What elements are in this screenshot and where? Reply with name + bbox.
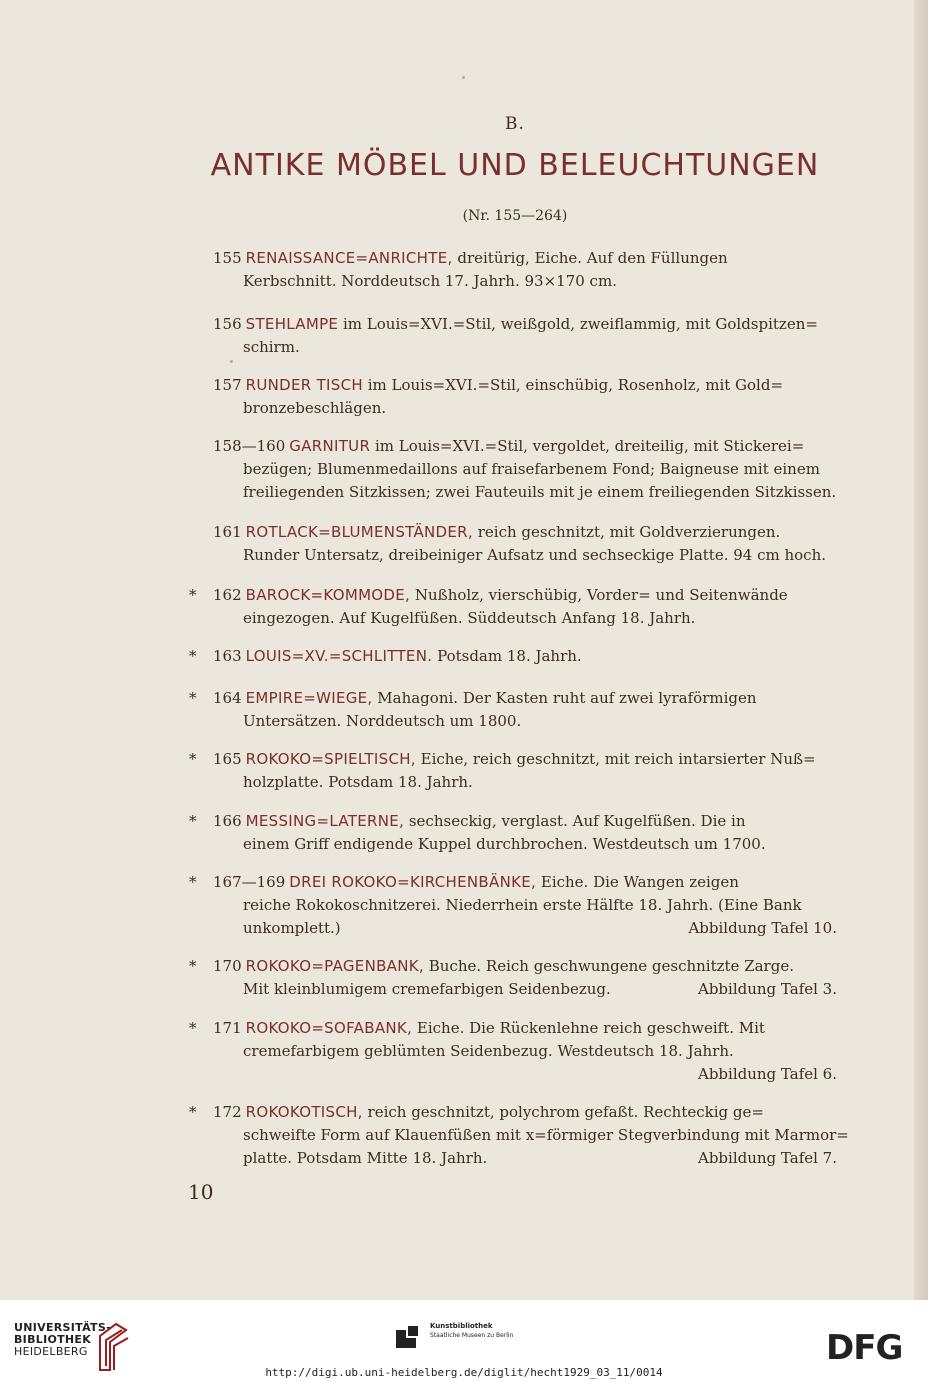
catalog-entry (189, 584, 837, 630)
catalog-entry (189, 810, 837, 856)
speck (230, 360, 233, 363)
lot-number: 158—160 (213, 437, 286, 455)
lot-description: reich geschnitzt, polychrom gefaßt. Rechteckig ge= (367, 1103, 764, 1121)
entry-first-line (213, 247, 837, 270)
library-logo-icon (96, 1322, 130, 1372)
lot-description: Mahagoni. Der Kasten ruht auf zwei lyraförmigen (377, 689, 757, 707)
lot-description: im Louis=XVI.=Stil, weißgold, zweiflammig, mit Goldspitzen= (343, 315, 818, 333)
entry-line: holzplatte. Potsdam 18. Jahrh. (243, 773, 473, 791)
lot-number: 172 (213, 1103, 242, 1121)
entry-line-with-reference (243, 917, 837, 940)
lot-name: BAROCK=KOMMODE, (245, 586, 411, 604)
entry-first-line (213, 521, 837, 544)
lot-name: ROKOKO=SPIELTISCH, (245, 750, 416, 768)
lot-name: GARNITUR (289, 437, 371, 455)
lot-description: Eiche, reich geschnitzt, mit reich intarsierter Nuß= (420, 750, 816, 768)
lot-name: LOUIS=XV.=SCHLITTEN. (245, 647, 433, 665)
lot-name: STEHLAMPE (245, 315, 339, 333)
entry-line: eingezogen. Auf Kugelfüßen. Süddeutsch Anfang 18. Jahrh. (243, 609, 696, 627)
kunstbibliothek-label (430, 1322, 513, 1340)
lot-number: 170 (213, 957, 242, 975)
lot-name: EMPIRE=WIEGE, (245, 689, 373, 707)
entry-line: Kerbschnitt. Norddeutsch 17. Jahrh. 93×170 cm. (243, 272, 617, 290)
entry-line: einem Griff endigende Kuppel durchbrochen. Westdeutsch um 1700. (243, 835, 766, 853)
kunstbibliothek-logo-icon (396, 1324, 420, 1352)
catalog-entry (189, 955, 837, 1001)
lot-name: DREI ROKOKO=KIRCHENBÄNKE, (289, 873, 537, 891)
entry-first-line (213, 1017, 837, 1040)
entry-first-line (213, 584, 837, 607)
asterisk-mark: * (189, 1019, 197, 1037)
speck (462, 76, 465, 79)
section-letter: B. (505, 114, 525, 134)
lot-name: MESSING=LATERNE, (245, 812, 405, 830)
entry-first-line (213, 687, 837, 710)
lot-number: 163 (213, 647, 242, 665)
catalog-entry (213, 313, 837, 359)
lot-number: 157 (213, 376, 242, 394)
entry-line-with-reference (243, 1147, 837, 1170)
entry-line: bronzebeschlägen. (243, 399, 387, 417)
entry-first-line (213, 374, 837, 397)
entry-line-with-reference (243, 978, 837, 1001)
catalog-entry (189, 1101, 849, 1170)
entry-line: freiliegenden Sitzkissen; zwei Fauteuils mit je einem freiliegenden Sitzkissen. (243, 483, 837, 501)
lot-number: 155 (213, 249, 242, 267)
lot-name: ROTLACK=BLUMENSTÄNDER, (245, 523, 473, 541)
library-line: UNIVERSITÄTS- (14, 1321, 111, 1334)
kb-name: Kunstbibliothek (430, 1322, 493, 1330)
lot-number: 162 (213, 586, 242, 604)
library-line: HEIDELBERG (14, 1345, 88, 1358)
lot-description: Potsdam 18. Jahrh. (437, 647, 582, 665)
asterisk-mark: * (189, 689, 197, 707)
lot-description: sechseckig, verglast. Auf Kugelfüßen. Die in (408, 812, 746, 830)
catalog-entry (189, 687, 837, 733)
asterisk-mark: * (189, 957, 197, 975)
entry-first-line (213, 955, 837, 978)
catalog-entry (213, 374, 837, 420)
lot-name: ROKOKO=PAGENBANK, (245, 957, 424, 975)
lot-number: 164 (213, 689, 242, 707)
illustration-reference: Abbildung Tafel 6. (697, 1065, 837, 1083)
catalog-entry (213, 435, 837, 504)
lot-description: im Louis=XVI.=Stil, vergoldet, dreiteilig, mit Stickerei= (374, 437, 805, 455)
entry-line: Runder Untersatz, dreibeiniger Aufsatz und sechseckige Platte. 94 cm hoch. (243, 546, 827, 564)
asterisk-mark: * (189, 873, 197, 891)
page-edge (914, 0, 928, 1300)
lot-description: Eiche. Die Wangen zeigen (540, 873, 739, 891)
lot-description: reich geschnitzt, mit Goldverzierungen. (477, 523, 781, 541)
catalog-entry (213, 521, 837, 567)
lot-description: Eiche. Die Rückenlehne reich geschweift. Mit (416, 1019, 765, 1037)
lot-description: dreitürig, Eiche. Auf den Füllungen (457, 249, 728, 267)
lot-description: Nußholz, vierschübig, Vorder= und Seitenwände (414, 586, 788, 604)
catalog-entry (213, 247, 837, 293)
dfg-logo: DFG (826, 1328, 903, 1368)
asterisk-mark: * (189, 812, 197, 830)
asterisk-mark: * (189, 1103, 197, 1121)
entry-first-line (213, 435, 837, 458)
illustration-reference: Abbildung Tafel 3. (697, 980, 837, 998)
page-number: 10 (188, 1180, 214, 1204)
entry-line-text: platte. Potsdam Mitte 18. Jahrh. (243, 1149, 488, 1167)
source-url[interactable]: http://digi.ub.uni-heidelberg.de/diglit/hecht1929_03_11/0014 (265, 1366, 663, 1379)
entry-line: bezügen; Blumenmedaillons auf fraisefarbenem Fond; Baigneuse mit einem (243, 460, 820, 478)
entry-line: schirm. (243, 338, 300, 356)
lot-number: 165 (213, 750, 242, 768)
catalog-entry (189, 1017, 837, 1086)
catalog-entry (189, 748, 837, 794)
lot-name: ROKOKOTISCH, (245, 1103, 363, 1121)
entry-first-line (213, 810, 837, 833)
asterisk-mark: * (189, 750, 197, 768)
catalog-entry (189, 871, 837, 940)
entry-line: Untersätzen. Norddeutsch um 1800. (243, 712, 522, 730)
lot-name: RENAISSANCE=ANRICHTE, (245, 249, 453, 267)
asterisk-mark: * (189, 586, 197, 604)
lot-number: 167—169 (213, 873, 286, 891)
lot-number: 166 (213, 812, 242, 830)
lot-description: im Louis=XVI.=Stil, einschübig, Rosenholz, mit Gold= (367, 376, 784, 394)
illustration-reference: Abbildung Tafel 10. (688, 919, 837, 937)
library-line: BIBLIOTHEK (14, 1333, 92, 1346)
catalog-entry (189, 645, 837, 668)
entry-first-line (213, 871, 837, 894)
kb-sub: Staatliche Museen zu Berlin (430, 1332, 514, 1339)
entry-line: schweifte Form auf Klauenfüßen mit x=förmiger Stegverbindung mit Marmor= (243, 1126, 849, 1144)
lot-name: RUNDER TISCH (245, 376, 363, 394)
entry-first-line (213, 1101, 837, 1124)
page-title: ANTIKE MÖBEL UND BELEUCHTUNGEN (210, 148, 820, 183)
lot-number: 171 (213, 1019, 242, 1037)
entry-line: reiche Rokokoschnitzerei. Niederrhein erste Hälfte 18. Jahrh. (Eine Bank (243, 896, 802, 914)
number-range: (Nr. 155—264) (462, 208, 568, 224)
entry-first-line (213, 313, 837, 336)
lot-number: 161 (213, 523, 242, 541)
lot-name: ROKOKO=SOFABANK, (245, 1019, 413, 1037)
entry-line-text: unkomplett.) (243, 919, 341, 937)
illustration-reference: Abbildung Tafel 7. (697, 1149, 837, 1167)
asterisk-mark: * (189, 647, 197, 665)
entry-line-text: Mit kleinblumigem cremefarbigen Seidenbezug. (243, 980, 611, 998)
lot-number: 156 (213, 315, 242, 333)
entry-first-line (213, 748, 837, 771)
entry-first-line (213, 645, 837, 668)
lot-description: Buche. Reich geschwungene geschnitzte Zarge. (428, 957, 794, 975)
entry-line: cremefarbigem geblümten Seidenbezug. Westdeutsch 18. Jahrh. (243, 1042, 734, 1060)
